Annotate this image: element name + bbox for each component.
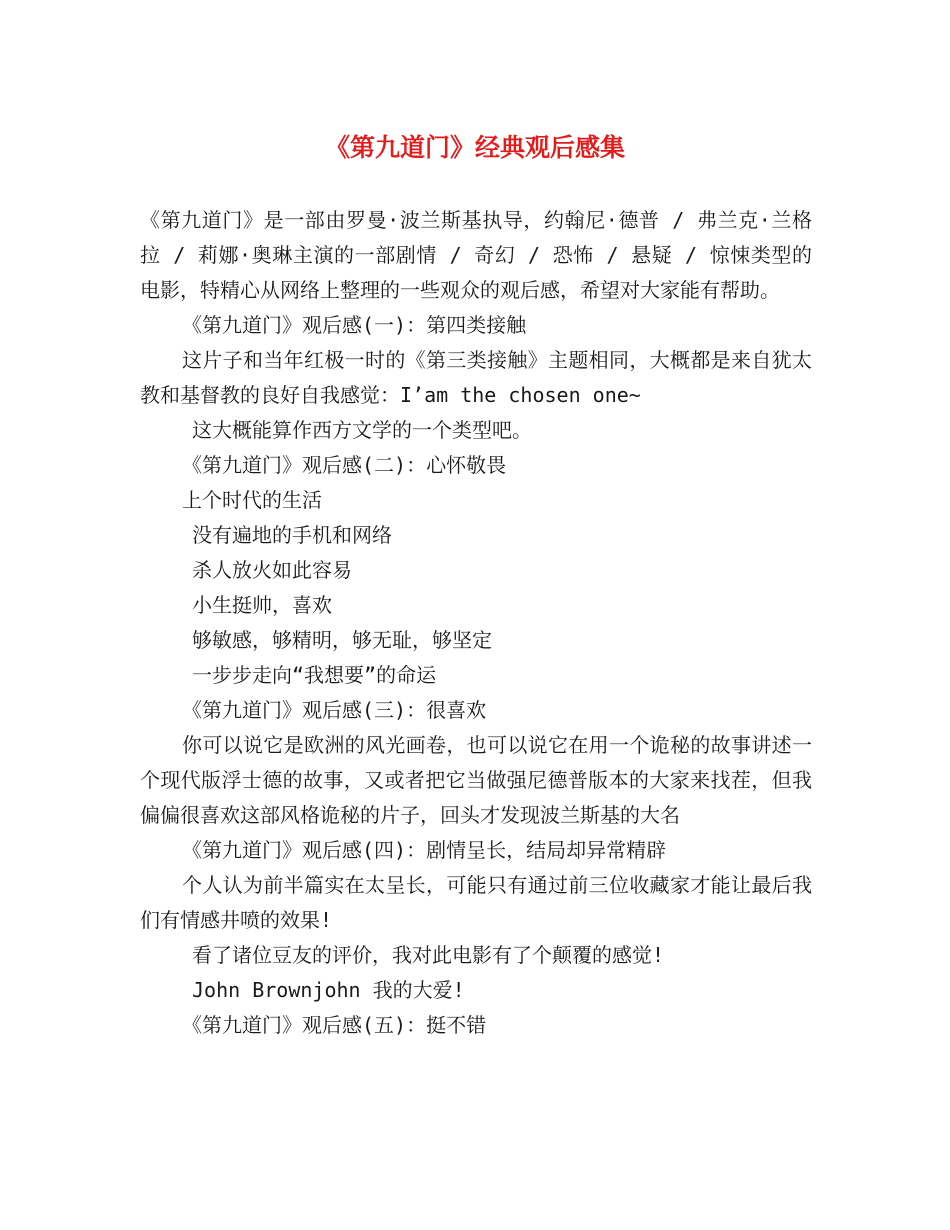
review-line: 够敏感，够精明，够无耻，够坚定 [192, 628, 492, 652]
review-line: 杀人放火如此容易 [192, 558, 352, 582]
intro-paragraph: 《第九道门》是一部由罗曼·波兰斯基执导，约翰尼·德普 / 弗兰克·兰格拉 / 莉娜·奥琳主演的一部剧情 / 奇幻 / 恐怖 / 悬疑 / 惊悚类型的电影，特精心从网络上整理的一些观众的观后感，希望对大家能有帮助。 [140, 208, 812, 302]
review-line: 看了诸位豆友的评价，我对此电影有了个颠覆的感觉! [192, 943, 665, 967]
review-heading-4: 《第九道门》观后感(四)：剧情呈长，结局却异常精辟 [182, 838, 667, 862]
document-title: 《第九道门》经典观后感集 [324, 133, 625, 162]
review-paragraph: 这大概能算作西方文学的一个类型吧。 [192, 418, 532, 442]
review-line: 一步步走向“我想要”的命运 [192, 663, 437, 687]
review-paragraph: 个人认为前半篇实在太呈长，可能只有通过前三位收藏家才能让最后我们有情感井喷的效果! [140, 873, 812, 932]
review-line: 没有遍地的手机和网络 [192, 523, 392, 547]
review-heading-5: 《第九道门》观后感(五)：挺不错 [182, 1013, 487, 1037]
review-heading-2: 《第九道门》观后感(二)：心怀敬畏 [182, 453, 507, 477]
review-paragraph: 你可以说它是欧洲的风光画卷，也可以说它在用一个诡秘的故事讲述一个现代版浮士德的故事，又或者把它当做强尼德普版本的大家来找茬，但我偏偏很喜欢这部风格诡秘的片子，回头才发现波兰斯基的大名 [140, 733, 812, 827]
review-line: 上个时代的生活 [182, 488, 322, 512]
review-line: John Brownjohn 我的大爱! [192, 978, 465, 1002]
review-heading-3: 《第九道门》观后感(三)：很喜欢 [182, 698, 487, 722]
document-body [140, 203, 812, 1043]
review-line: 小生挺帅，喜欢 [192, 593, 332, 617]
review-paragraph: 这片子和当年红极一时的《第三类接触》主题相同，大概都是来自犹太教和基督教的良好自我感觉：I’am the chosen one~ [140, 348, 812, 407]
review-heading-1: 《第九道门》观后感(一)：第四类接触 [182, 313, 527, 337]
